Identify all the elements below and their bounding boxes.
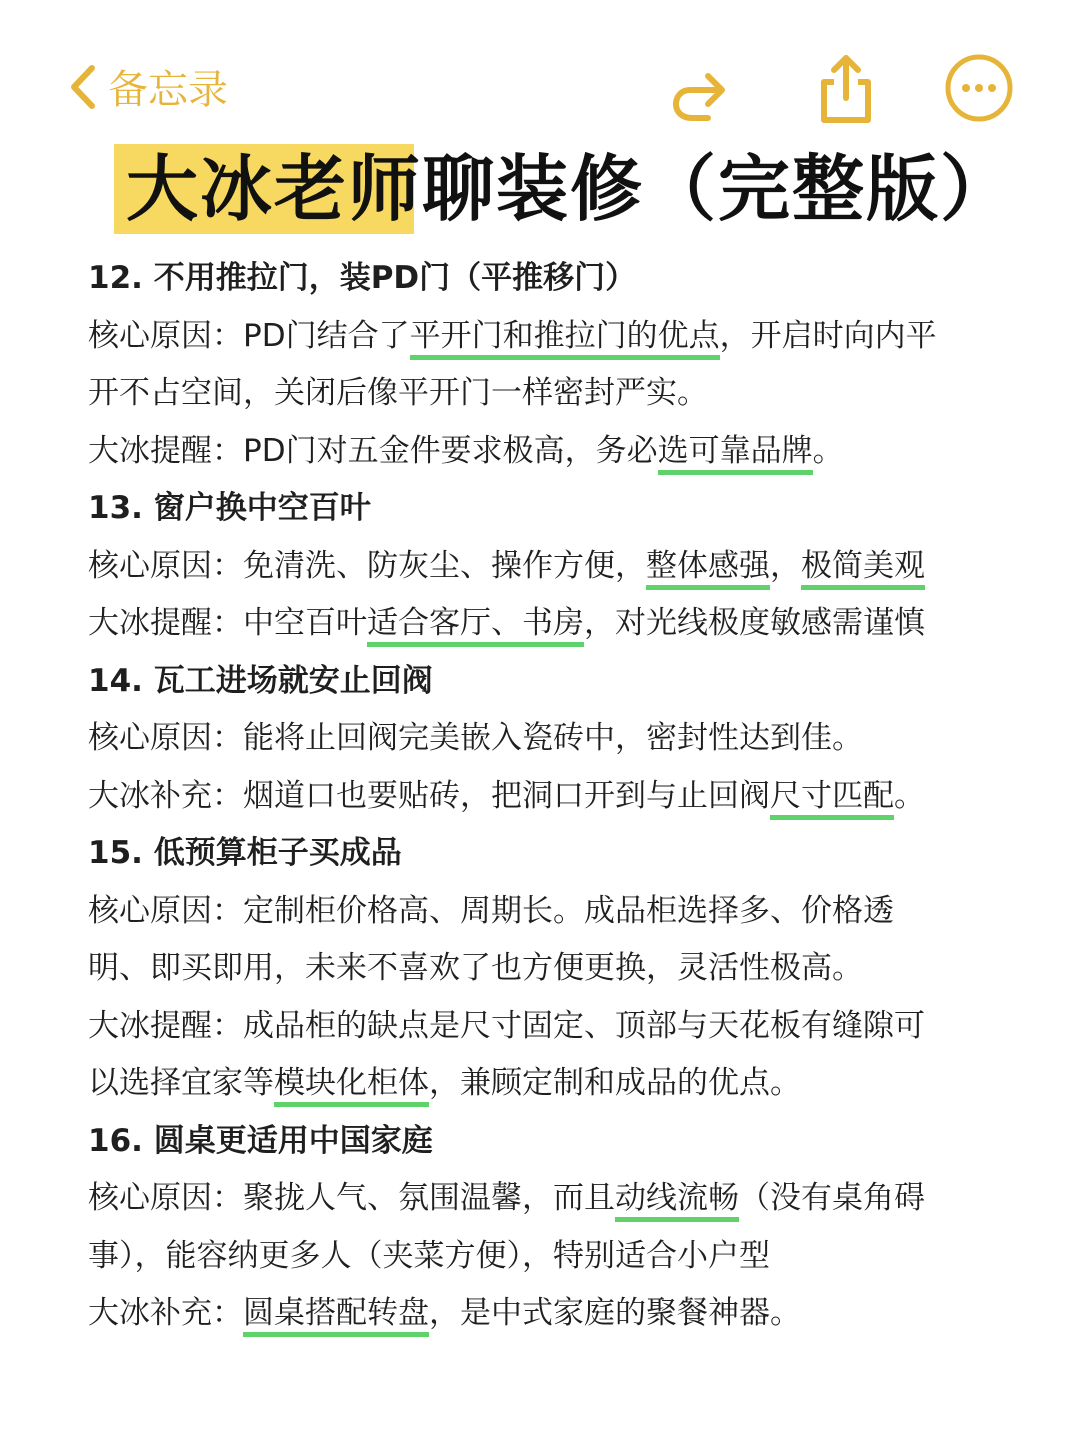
top-toolbar [0, 0, 1080, 150]
text-segment: ，开启时向内平 [719, 317, 937, 354]
text-segment: 开不占空间，关闭后像平开门一样密封严实。 [88, 375, 708, 411]
text-line [88, 595, 1018, 653]
text-line [88, 1055, 1018, 1113]
text-segment: ，兼顾定制和成品的优点。 [429, 1065, 801, 1101]
text-line [88, 710, 1018, 768]
text-segment: 大冰提醒：PD门对五金件要求极高，务必 [88, 432, 658, 469]
text-segment: 以选择宜家等 [88, 1065, 274, 1101]
text-line [88, 1285, 1018, 1343]
text-segment: 明、即买即用，未来不喜欢了也方便更换，灵活性极高。 [88, 950, 863, 986]
redo-button[interactable] [668, 60, 734, 126]
text-line [88, 423, 1018, 481]
share-button[interactable] [812, 52, 880, 124]
text-line [88, 308, 1018, 366]
text-segment: 大冰提醒：成品柜的缺点是尺寸固定、顶部与天花板有缝隙可 [88, 1007, 925, 1044]
section-heading: 16. 圆桌更适用中国家庭 [88, 1122, 433, 1159]
text-segment: ，是中式家庭的聚餐神器。 [429, 1295, 801, 1331]
page-title [114, 144, 1014, 234]
underlined-text: 圆桌搭配转盘 [243, 1295, 429, 1337]
underlined-text: 适合客厅、书房 [367, 605, 584, 647]
text-segment: 。 [812, 432, 844, 469]
text-segment: 大冰补充：烟道口也要贴砖，把洞口开到与止回阀 [88, 777, 770, 814]
note-body [88, 250, 1018, 1343]
text-line [88, 998, 1018, 1056]
more-icon [943, 52, 1015, 124]
section-heading: 15. 低预算柜子买成品 [88, 835, 402, 871]
underlined-text: 动线流畅 [615, 1180, 739, 1222]
text-line [88, 1228, 1018, 1286]
back-label: 备忘录 [108, 67, 228, 113]
text-segment: 。 [894, 777, 925, 814]
title-block [114, 144, 1014, 234]
redo-icon [668, 60, 734, 126]
text-segment: 大冰提醒：中空百叶 [88, 605, 367, 641]
chevron-left-icon [66, 62, 100, 112]
text-segment: （没有桌角碍 [739, 1180, 925, 1216]
text-segment: 核心原因：定制柜价格高、周期长。成品柜选择多、价格透 [88, 892, 894, 929]
section-heading: 13. 窗户换中空百叶 [88, 490, 371, 526]
text-segment: ，对光线极度敏感需谨慎 [584, 605, 925, 641]
text-segment: 核心原因：PD门结合了 [88, 317, 410, 354]
underlined-text: 模块化柜体 [274, 1065, 429, 1107]
text-segment: ， [770, 547, 801, 584]
text-segment: 核心原因：聚拢人气、氛围温馨，而且 [88, 1180, 615, 1216]
more-button[interactable] [943, 52, 1015, 124]
underlined-text: 选可靠品牌 [658, 433, 813, 475]
underlined-text: 整体感强 [646, 548, 770, 590]
text-line [88, 883, 1018, 941]
text-line [88, 538, 1018, 596]
text-segment: 核心原因：能将止回阀完美嵌入瓷砖中，密封性达到佳。 [88, 720, 863, 756]
back-button[interactable] [66, 58, 228, 115]
text-segment: 事），能容纳更多人（夹菜方便），特别适合小户型 [88, 1237, 770, 1274]
text-line [88, 940, 1018, 998]
share-icon [812, 52, 880, 124]
title-highlighted-text: 大冰老师 [126, 147, 423, 231]
underlined-text: 平开门和推拉门的优点 [410, 318, 720, 360]
underlined-text: 尺寸匹配 [770, 778, 894, 820]
title-rest-text: 聊装修（完整版） [422, 147, 1015, 231]
section-heading: 14. 瓦工进场就安止回阀 [88, 662, 433, 699]
text-line [88, 768, 1018, 826]
text-segment: 核心原因：免清洗、防灰尘、操作方便， [88, 547, 646, 584]
text-line [88, 1170, 1018, 1228]
text-segment: 大冰补充： [88, 1295, 243, 1331]
section-heading: 12. 不用推拉门，装PD门（平推移门） [88, 260, 637, 296]
text-line [88, 365, 1018, 423]
underlined-text: 极简美观 [801, 548, 925, 590]
